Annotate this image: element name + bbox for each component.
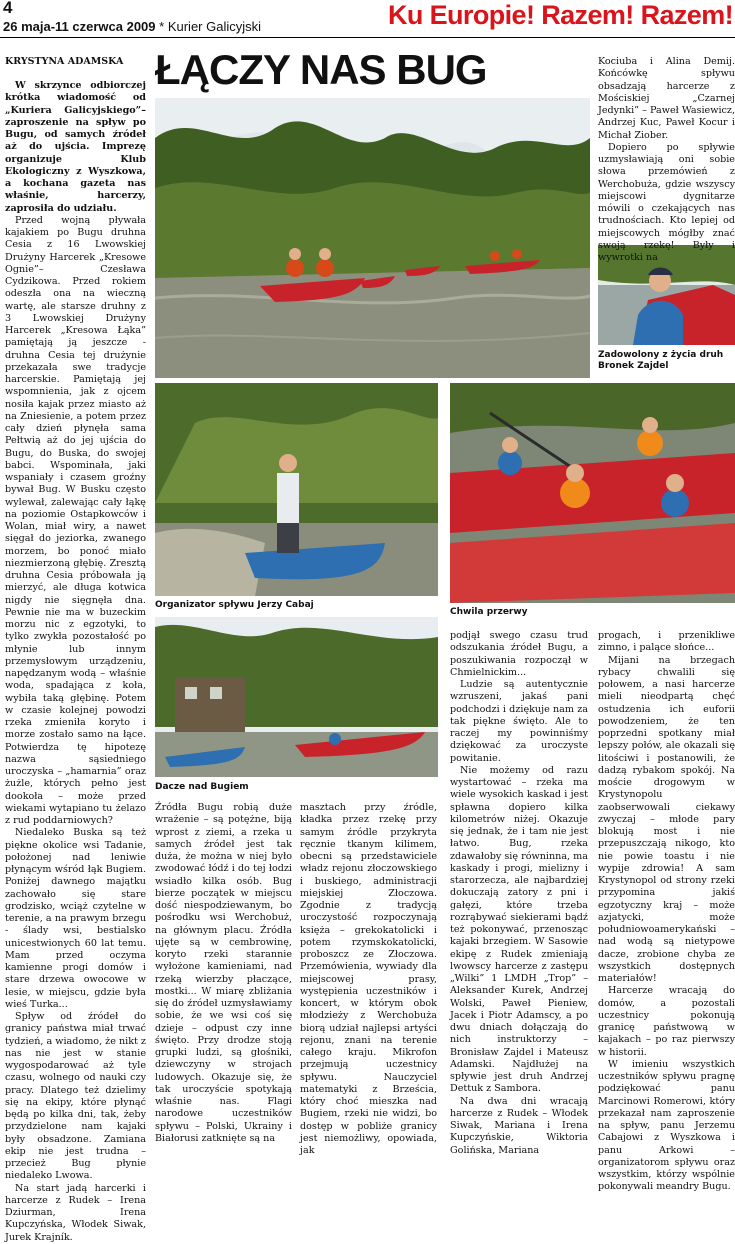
paragraph: Niedaleko Buska są też piękne okolice wsi Tadanie, położonej nad leniwie płynącym wśród łąk Bugiem. Poniżej dawnego majątku zachowało się stare grodzisko, wciąż czytelne w terenie, a na prawym brzegu - ślady wsi, bestialsko unicestwionych 60 lat temu. Mam przed oczyma kamienne progi domów i stare drzewa owocowe w lesie, w miejscu, gdzie była wieś Turka... (5, 827, 146, 1010)
article-column-5-bottom (598, 630, 735, 1193)
paragraph: Kociuba i Alina Demij. Końcówkę spływu obsadzają harcerze z Mościskiej „Czarnej Jedynki” – Paweł Wasiewicz, Andrzej Kuc, Paweł Kocur i Michał Ziober. (598, 56, 735, 141)
photo-organizer (155, 383, 438, 596)
page-number: 4 (3, 0, 13, 17)
paper-name: Kurier Galicyjski (167, 19, 262, 34)
article-column-4 (450, 630, 588, 1156)
article-column-3 (300, 802, 437, 1156)
paragraph: progach, i przenikliwe zimno, i palące słońce... (598, 630, 735, 654)
caption-break: Chwila przerwy (450, 607, 528, 617)
dateline-separator: * (159, 19, 165, 34)
photo-dachas (155, 617, 438, 777)
paragraph: Na dwa dni wracają harcerze z Rudek – Włodek Siwak, Mariana i Irena Kupczyńskie, Wiktoria Golińska, Mariana (450, 1095, 588, 1156)
article-author: KRYSTYNA ADAMSKA (5, 56, 124, 67)
paragraph: Spływ od źródeł do granicy państwa miał trwać tydzień, a wiadomo, że nikt z nas nie jest w stanie wygospodarować aż tyle czasu, wolnego od nauki czy pracy. Dlatego też dzielimy się na ekipy, które płynąć będą po kilka dni, tak, żeby przydzielone nam kajaki były obsadzone. Zamiana ekip nie jest trudna – przecież Bug płynie niedaleko Lwowa. (5, 1011, 146, 1182)
header-rule (0, 37, 735, 38)
caption-organizer: Organizator spływu Jerzy Cabaj (155, 600, 314, 610)
paragraph: Mijani na brzegach rybacy chwalili się połowem, a nasi harcerze mieli nieodpartą chęć ostudzenia ich euforii powodzeniem, że ten poprzedni spotkany miał lepszy połów, ale okazali się litościwi i postanowili, że dadzą rybakom spokój. Na moście drogowym w Krystynopolu zaobserwowali ciekawy zwyczaj – młode pary blokują most i nie przepuszczają nikogo, kto nie powie toastu i nie wypije zdrowia! A sam Krystynopol od strony rzeki przypomina jakiś egzotyczny kraj – może azjatycki, może południowoamerykański – nad wodą są nietypowe dacze, zrobione chyba ze wszystkich dostępnych materiałów! (598, 654, 735, 984)
page-header (0, 0, 735, 38)
paragraph: Przed wojną pływała kajakiem po Bugu druhna Cesia z 16 Lwowskiej Drużyny Harcerek „Kresowe Ognie”– Czesława Cydzikowa. Przed rokiem odeszła ona na wieczną wartę, ale starsze druhny z 3 Lwowskiej Drużyny Harcerek „Kresowa Łąka” pamiętają ją jeszcze - druhna Cesia tej drużynie przekazała swe tradycje harcerskie. Pamiętają jej wspomnienia, jak z ojcem nosiła kajak przez miasto aż na Zniesienie, a potem przez cały dzień płynęła sama Pełtwią aż do jej ujścia do Bugu, do Buska, do swojej babci. Wspominała, jaki wspaniały i czasem groźny bywał Bug. W Busku często wylewał, zalewając cały łąkę na poziomie Ostapkowców i Wolan, miał wiry, a nawet sięgał do jeziorka, zwanego morzem, bo ponoć miało niezmierzoną głębię. Zresztą druhna Cesia próbowała ją mierzyć, ale długa kotwica nigdy nie sięgnęła dna. Pewnie nie ma w buzeckim morzu nic z egzotyki, to tylko zwykła pozostałość po młynie lub innym przemysłowym urządzeniu, napędzanym wodą – właśnie woda, spadająca z koła, wybiła taką głębinę. Potem w czasie kolejnej powodzi rzeka zmieniła koryto i morze zostało samo na łące. Potwierdza tę hipotezę nazwa sąsiedniego uroczyska – „hamarnia” oraz żużle, których pełno jest dookoła – może przed wiekami wytapiano tu żelazo z rud poddarniowych? (5, 214, 146, 826)
article-headline: ŁĄCZY NAS BUG (155, 46, 487, 93)
article-column-1 (5, 80, 146, 1243)
issue-date: 26 maja-11 czerwca 2009 (3, 19, 156, 34)
section-slogan: Ku Europie! Razem! Razem! (387, 0, 733, 30)
article-column-5-top (598, 56, 735, 263)
article-lead: W skrzynce odbiorczej krótka wiadomość od „Kuriera Galicyjskiego”– zaproszenie na spływ po Bugu, od samych źródeł aż do ujścia. Imprezę organizuje Klub Ekologiczny z Wyszkowa, a kochana gazeta nas właśnie, harcerzy, zaprosiła do udziału. (5, 80, 146, 214)
photo-break (450, 383, 735, 603)
paragraph: Na start jadą harcerki i harcerze z Rudek – Irena Dziurman, Irena Kupczyńska, Włodek Siwak, Jurek Krajník. (5, 1182, 146, 1243)
dateline (3, 19, 261, 34)
caption-druh-bronek: Zadowolony z życia druh Bronek Zajdel (598, 350, 724, 371)
paragraph: Źródła Bugu robią duże wrażenie – są potężne, biją wprost z ziemi, a rzeka u samych źródeł jest tak duża, że można w niej było zwodować łódź i do tej łodzi wsiadło kilka osób. Bug bierze początek w miejscu dość niespodziewanym, bo pośrodku wsi Werchobuż, na głównym placu. Źródła ujęte są w cembrowinę, koryto rzeki starannie wyłożone kamieniami, nad rzeką wierzby płaczące, mostki... W miarę zbliżania się do źródeł uzmysławiamy sobie, że we wsi coś się dzieje – odpust czy inne święto. Przy drodze stoją grupki ludzi, są głośniki, dziewczyny w strojach ludowych. Okazuje się, że tak uroczyście spotykają właśnie nas. Flagi narodowe uczestników spływu – Polski, Ukrainy i Białorusi zatknięte są na (155, 802, 292, 1144)
paragraph: masztach przy źródle, kładka przez rzekę przy samym źródle przykryta ręcznie tkanym kilimem, obecni są przedstawiciele władz rejonu złoczowskiego i buskiego, administracji miejskiej Złoczowa. Zgodnie z tradycją uroczystość rozpoczynają księża – grekokatolicki i potem rzymskokatolicki, proboszcz ze Złoczowa. Przemówienia, wywiady dla miejscowej prasy, występienia uczestników i koncert, w którym obok młodzieży z Werchobuża biorą udział najlepsi artyści rejonu, znani na terenie całego kraju. Mikrofon przejmują uczestnicy spływu. Nauczyciel matematyki z Brześcia, który choć mieszka nad Bugiem, rzeki nie widzi, bo dostęp w pobliże granicy jest niemożliwy, opowiada, jak (300, 802, 437, 1156)
paragraph: Nie możemy od razu wystartować – rzeka ma wiele wysokich kaskad i jest spławna dopiero kilka kilometrów niżej. Okazuje się jednak, że i tam nie jest łatwo. Bug, rzeka zdawałoby się równinna, ma kaskady i progi, mielizny i starorzecza, ale najbardziej dokuczają zatory z pni i gałęzi, które trzeba rozrąbywać siekierami bądź też pokonywać, przenosząc kajaki brzegiem. W Sasowie ekipę z Rudek zmieniają lwowscy harcerze z zastępu „Wilki” 1 LMDH „Trop” – Aleksander Kurek, Andrzej Wolski, Paweł Pieniew, Jacek i Piotr Adamscy, a po dwu dniach dołączają do nich instruktorzy – Bronisław Zajdel i Mateusz Adamski. Najdłużej na spływie jest druh Andrzej Dettuk z Sambora. (450, 764, 588, 1095)
paragraph: Harcerze wracają do domów, a pozostali uczestnicy pokonują granicę państwową w kajakach – po raz pierwszy w historii. (598, 985, 735, 1058)
paragraph: Dopiero po spływie uzmysławiają oni sobie słowa przemówień z Werchobuża, gdzie wszyscy miejscowi dygnitarze mówili o czekających nas trudnościach. Kto lepiej od miejscowych mógłby znać swoją rzekę! Były i wywrotki na (598, 141, 735, 263)
paragraph: podjął swego czasu trud odszukania źródeł Bugu, a poszukiwania rozpoczął w Chmielnickim... (450, 630, 588, 678)
article-column-2 (155, 802, 292, 1144)
paragraph: W imieniu wszystkich uczestników spływu pragnę podziękować panu Marcinowi Romerowi, który przekazał nam zaproszenie na spływ, panu Jerzemu Cabajowi z Wyszkowa i panu Arkowi – organizatorom spływu oraz wszystkim, którzy wspólnie pokonywali meandry Bugu. (598, 1058, 735, 1193)
caption-dachas: Dacze nad Bugiem (155, 782, 249, 792)
photo-kayaks-on-river (155, 98, 590, 378)
paragraph: Ludzie są autentycznie wzruszeni, jakaś pani podchodzi i dziękuje nam za tak piękne święto. Ale to raczej my powinniśmy dziękować za uroczyste powitanie. (450, 679, 588, 764)
